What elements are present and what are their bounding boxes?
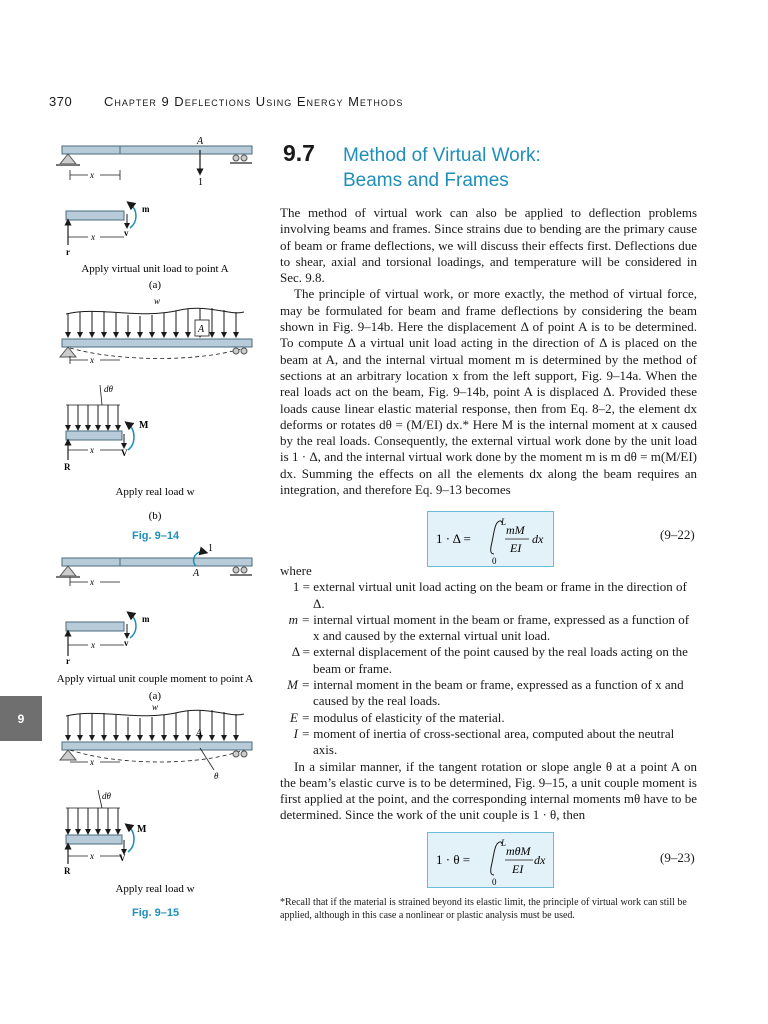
fig15a-label-x: x: [90, 577, 94, 587]
fig15b-free-body: [64, 790, 147, 876]
equation-box-9-23: [427, 832, 554, 888]
fig15a-caption: Apply virtual unit couple moment to point A: [56, 673, 254, 685]
body-text: [280, 205, 697, 498]
fig14a-beam-diagram: [56, 136, 252, 188]
fig14-label: Fig. 9–14: [132, 530, 180, 542]
beam: [62, 146, 252, 154]
fig15a-label-A: A: [193, 568, 200, 579]
fig14b-label-w: w: [154, 296, 161, 306]
fig15b-label-M: M: [137, 824, 147, 835]
figures-svg: [0, 0, 270, 940]
equation-number-9-23: (9–23): [660, 850, 695, 865]
chapter-title: Chapter 9 Deflections Using Energy Methods: [103, 94, 404, 109]
equation-number-9-22: (9–22): [660, 527, 695, 542]
fig14a-sub: (a): [148, 279, 162, 291]
def-text: external displacement of the point caused by the real loads acting on the beam or frame.: [313, 644, 688, 676]
def-text: internal moment in the beam or frame, expressed as a function of x and caused by the real loads.: [313, 677, 684, 709]
section-title: [343, 143, 541, 193]
equation-9-23-graphic: [428, 833, 553, 887]
def-text: internal virtual moment in the beam or frame, expressed as a function of x and caused by the external virtual unit load.: [313, 611, 690, 644]
eq23-lhs: 1 · θ =: [436, 852, 471, 867]
fig14a-label-1: 1: [198, 177, 203, 188]
equation-9-22-graphic: [428, 512, 553, 566]
fig15b-label-w: w: [152, 702, 159, 712]
paragraph-3: In a similar manner, if the tangent rotation or slope angle θ at a point A on the beam’s elastic curve is to be determined, Fig. 9–15, a unit couple moment is first applied at the point, and the corresponding internal moments mθ have to be determined. Since the work of the unit couple is 1 · θ, then: [280, 758, 697, 823]
fig14b-label-dtheta: dθ: [104, 384, 113, 394]
def-text: modulus of elasticity of the material.: [313, 709, 505, 725]
def-symbol: I =: [293, 725, 310, 741]
eq23-lower: 0: [492, 877, 497, 887]
fig14b-label-M: M: [139, 420, 149, 431]
eq22-denominator: EI: [510, 541, 522, 555]
fig14b-free-body: [64, 384, 149, 472]
fig14b-label-x: x: [90, 355, 94, 365]
fig14a-label-r: r: [66, 247, 70, 257]
fig14a-label-A: A: [197, 136, 204, 147]
eq22-numerator: mM: [506, 523, 525, 537]
fig15-label: Fig. 9–15: [132, 907, 180, 919]
definition-row: [280, 710, 697, 726]
footnote: *Recall that if the material is strained beyond its elastic limit, the principle of virtual work can still be applied, although in this case a nonlinear or plastic analysis must be used.: [280, 897, 687, 921]
eq23-dx: dx: [534, 853, 546, 867]
section-title-line2: Beams and Frames: [343, 170, 509, 191]
fig15b-fb-label-x: x: [90, 851, 94, 861]
moment-arrow-m: [130, 204, 136, 228]
fig15a-beam-diagram: [56, 543, 252, 587]
fig15b-label-theta: θ: [214, 771, 219, 781]
eq23-denominator: EI: [512, 862, 524, 876]
fig15a-label-r: r: [66, 656, 70, 666]
fig14b-label-R: R: [64, 462, 71, 472]
fig15a-sub: (a): [148, 690, 162, 702]
def-text: moment of inertia of cross-sectional area, computed about the neutral axis.: [313, 725, 675, 758]
fig14b-label-A: A: [198, 324, 205, 335]
fig15b-label-V: V: [119, 853, 126, 863]
fig14a-label-m: m: [142, 204, 150, 214]
section-number: 9.7: [283, 140, 315, 166]
chapter-tab: 9: [0, 696, 42, 741]
beam-segment: [66, 211, 124, 220]
pin-support: [60, 154, 76, 164]
paragraph-1: The method of virtual work can also be applied to deflection problems involving beams and frames. Since strains due to bending are the primary cause of beam or frame deflections, we will discuss their effects first. Deflections due to shear, axial and torsional loadings, and temperature will be considered in Sec. 9.8.: [280, 205, 697, 286]
load-curve: [66, 308, 244, 314]
fig15b-label-R: R: [64, 866, 71, 876]
fig14b-caption: Apply real load w: [115, 486, 195, 498]
def-symbol: m =: [288, 611, 310, 627]
fig15a-free-body: [66, 614, 150, 666]
eq22-upper: L: [501, 517, 507, 527]
section-title-line1: Method of Virtual Work:: [343, 145, 541, 166]
fig14b-beam-diagram: [60, 296, 252, 365]
fig15a-label-1: 1: [208, 543, 213, 554]
def-symbol: E =: [290, 709, 310, 725]
definition-row: [280, 579, 697, 612]
fig14a-label-v: v: [124, 228, 129, 238]
definition-row: [280, 726, 697, 759]
where-list: [280, 563, 697, 824]
eq22-lhs: 1 · Δ =: [436, 531, 471, 546]
fig15b-beam-diagram: [60, 702, 252, 781]
roller-support: [233, 155, 239, 161]
fig14b-sub: (b): [148, 510, 162, 522]
def-symbol: 1 =: [292, 579, 310, 595]
deflected-shape: [70, 348, 244, 359]
fig14b-fb-label-x: x: [90, 445, 94, 455]
definition-row: [280, 612, 697, 645]
def-symbol: M =: [287, 677, 310, 693]
eq22-dx: dx: [532, 532, 544, 546]
page-number: 370: [49, 94, 73, 109]
fig15a-fb-label-x: x: [91, 640, 95, 650]
fig15b-label-dtheta: dθ: [102, 791, 111, 801]
fig15a-label-m: m: [142, 614, 150, 624]
definition-row: [280, 644, 697, 677]
def-symbol: Δ =: [291, 644, 310, 660]
fig14a-caption: Apply virtual unit load to point A: [81, 263, 229, 275]
fig15b-label-x: x: [90, 757, 94, 767]
fig15a-label-v: v: [124, 638, 129, 648]
paragraph-2: The principle of virtual work, or more exactly, the method of virtual force, may be formulated for beam and frame deflections by considering the beam shown in Fig. 9–14b. Here the displacement Δ of point A is to be determined. To compute Δ a virtual unit load acting in the direction of Δ is placed on the beam at A, and the internal virtual moment m is determined by the method of sections at an arbitrary location x from the left support, Fig. 9–14a. When the real loads act on the beam, Fig. 9–14b, point A is displaced Δ. Provided these loads cause linear elastic material response, then from Eq. 8–2, the element dx deforms or rotates dθ = (M/EI) dx.* Here M is the internal moment at x caused by the real loads. Consequently, the external virtual work done by the unit load is 1 · Δ, and the internal virtual work done by the moment m is m dθ = m(M/EI) dx. Summing the effects on all the elements dx along the beam requires an integration, and therefore Eq. 9–13 becomes: [280, 286, 697, 498]
equation-box-9-22: [427, 511, 554, 567]
fig14a-label-x: x: [90, 170, 94, 180]
fig14a-fb-label-x: x: [91, 232, 95, 242]
fig15b-label-A: A: [196, 728, 203, 739]
definition-row: [280, 677, 697, 710]
def-text: external virtual unit load acting on the beam or frame in the direction of Δ.: [313, 579, 687, 611]
eq23-upper: L: [501, 838, 507, 848]
fig14b-label-V: V: [121, 448, 128, 458]
where-label: where: [280, 563, 312, 578]
eq23-numerator: mθM: [506, 844, 531, 858]
beam: [62, 339, 252, 347]
fig14a-free-body: [66, 204, 150, 257]
eq22-lower: 0: [492, 556, 497, 566]
fig15b-caption: Apply real load w: [115, 883, 195, 895]
